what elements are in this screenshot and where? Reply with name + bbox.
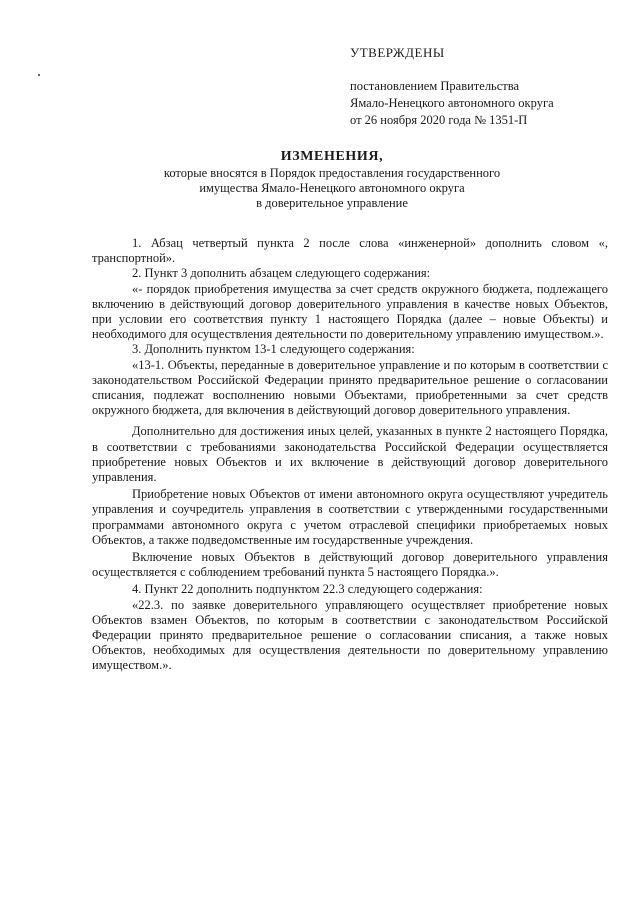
approval-heading: УТВЕРЖДЕНЫ (350, 45, 445, 60)
approval-block (350, 44, 620, 129)
approval-line: от 26 ноября 2020 года № 1351-П (350, 113, 528, 127)
paragraph: «- порядок приобретения имущества за счет средств окружного бюджета, подлежащего включению в действующий договор доверительного управления в качестве новых Объектов, при условии его соответствия пункту 1 настоящего Порядка (далее – новые Объекты) и необходимого для осуществления деятельности по доверительному управлению имуществом.». (92, 281, 608, 342)
paragraph: 4. Пункт 22 дополнить подпунктом 22.3 следующего содержания: (132, 582, 483, 597)
document-subtitle-line: которые вносятся в Порядок предоставления государственного (163, 166, 501, 180)
paragraph: «22.3. по заявке доверительного управляющего осуществляет приобретение новых Объектов взамен Объектов, по которым в соответствии с законодательством Российской Федерации принято предварительное решение о согласовании списания, а также новых Объектов, необходимых для осуществления деятельности по доверительному управлению имуществом.». (92, 597, 608, 673)
paragraph: Включение новых Объектов в действующий договор доверительного управления осуществляется с соблюдением требований пункта 5 настоящего Порядка.». (92, 550, 608, 580)
paragraph: «13-1. Объекты, переданные в доверительное управление и по которым в соответствии с законодательством Российской Федерации принято предварительное решение о согласовании списания, подлежат восполнению новыми Объектами, приобретенными за счет средств окружного бюджета, для включения в действующий договор доверительного управления. (92, 357, 608, 418)
document-subtitle-line: в доверительное управление (256, 196, 408, 210)
paragraph: 3. Дополнить пунктом 13-1 следующего содержания: (132, 342, 415, 357)
document-body (92, 236, 608, 674)
scan-dot (38, 74, 40, 76)
paragraph: 2. Пункт 3 дополнить абзацем следующего содержания: (132, 266, 431, 281)
document-title: ИЗМЕНЕНИЯ, (280, 149, 384, 164)
document-title-block (92, 148, 572, 211)
approval-line: постановлением Правительства (350, 79, 520, 93)
approval-line: Ямало-Ненецкого автономного округа (350, 96, 554, 110)
document-subtitle-line: имущества Ямало-Ненецкого автономного округа (199, 181, 465, 195)
paragraph: 1. Абзац четвертый пункта 2 после слова «инженерной» дополнить словом «, транспортной». (92, 236, 608, 266)
paragraph: Дополнительно для достижения иных целей, указанных в пункте 2 настоящего Порядка, в соответствии с требованиями законодательства Российской Федерации осуществляется приобретение новых Объектов и их включение в действующий договор доверительного управления. (92, 424, 608, 485)
paragraph: Приобретение новых Объектов от имени автономного округа осуществляют учредитель управления и соучредитель управления в соответствии с утвержденными государственными программами автономного округа с учетом отраслевой специфики приобретаемых новых Объектов, а также подведомственные им государственные учреждения. (92, 487, 608, 547)
